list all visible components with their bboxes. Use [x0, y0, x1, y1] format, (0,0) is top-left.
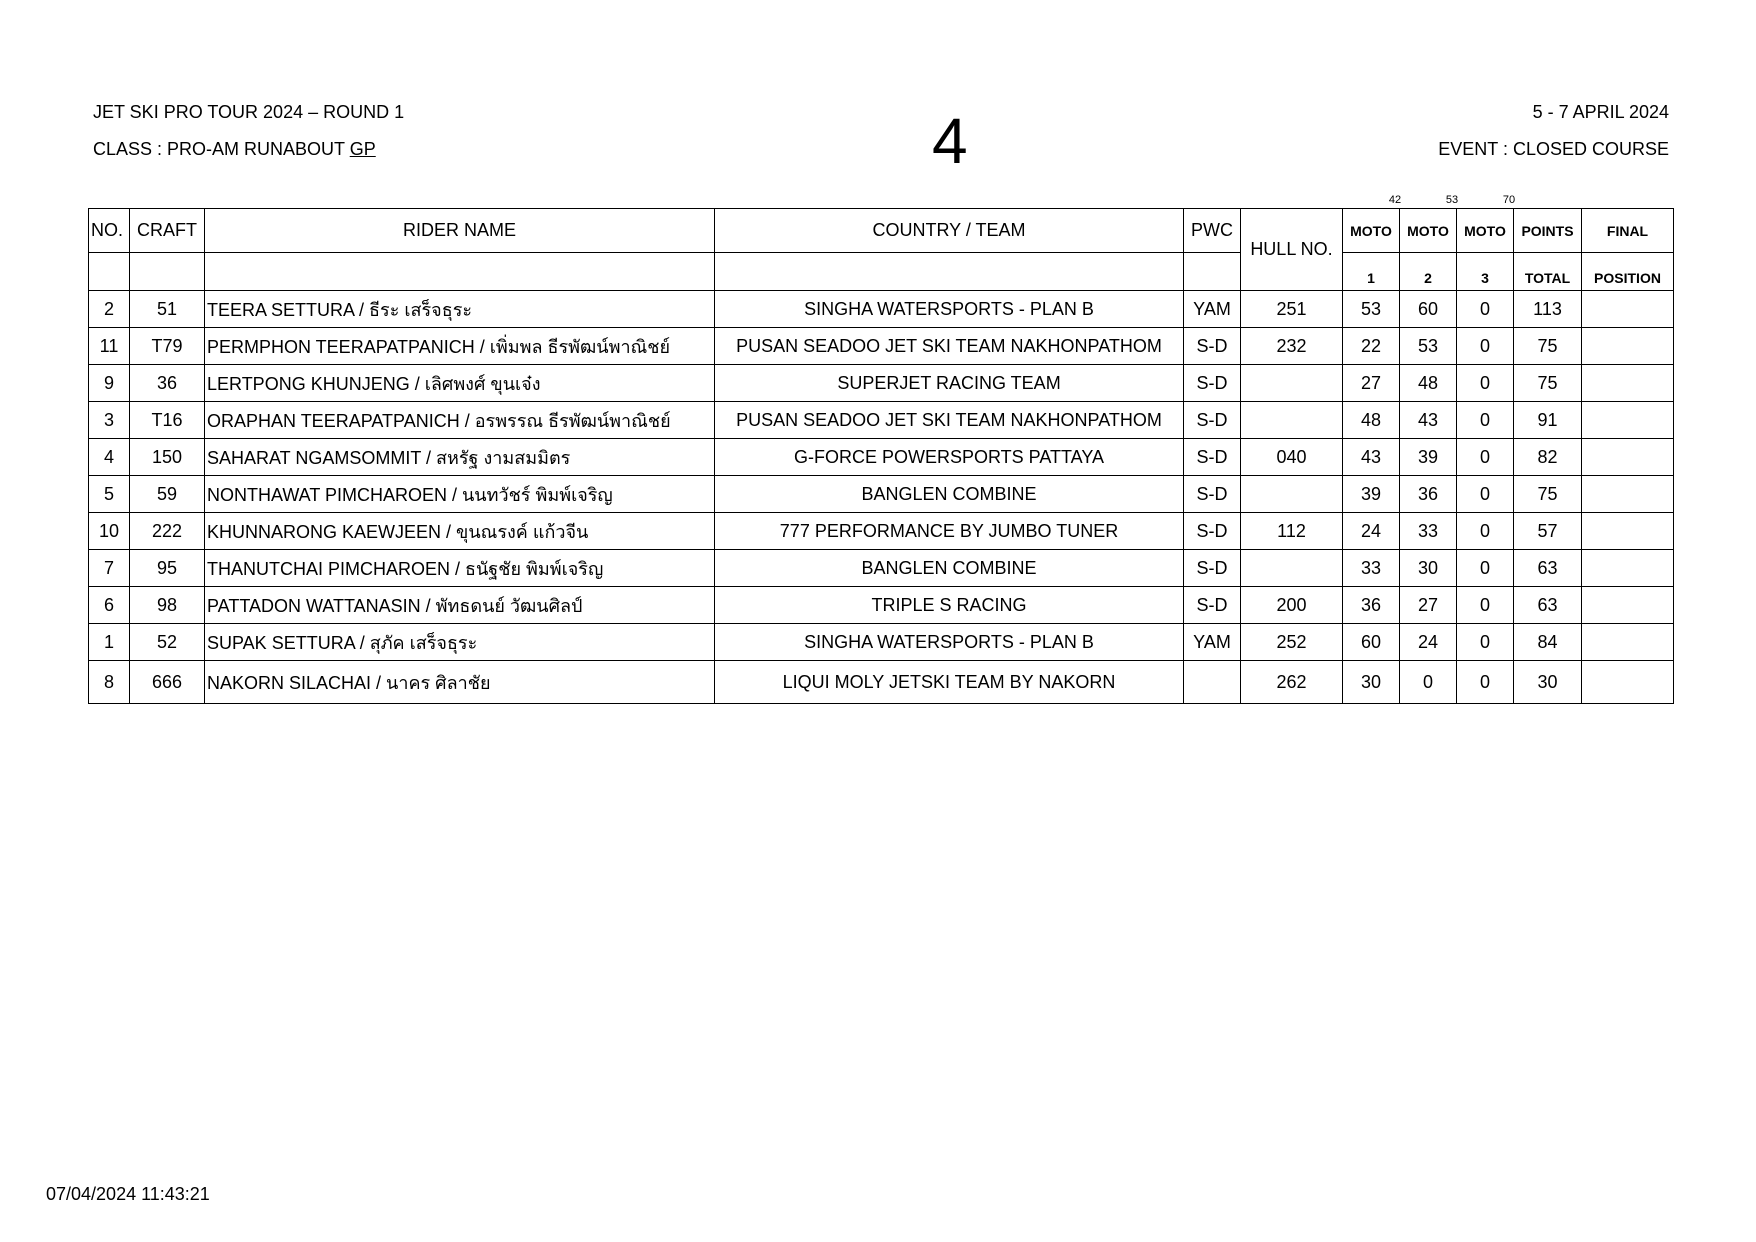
subheader-team [715, 253, 1184, 291]
cell-no: 3 [89, 402, 130, 439]
cell-hull-no: 232 [1241, 328, 1343, 365]
cell-points-total: 30 [1514, 661, 1582, 704]
table-subheader-row [89, 253, 1674, 291]
cell-points-total: 82 [1514, 439, 1582, 476]
cell-pwc: S-D [1184, 328, 1241, 365]
results-table [88, 208, 1674, 704]
cell-craft: 51 [130, 291, 205, 328]
header-final: FINAL [1582, 209, 1674, 253]
cell-rider-name: KHUNNARONG KAEWJEEN / ขุนณรงค์ แก้วจีน [205, 513, 715, 550]
cell-hull-no: 200 [1241, 587, 1343, 624]
cell-country-team: G-FORCE POWERSPORTS PATTAYA [715, 439, 1184, 476]
cell-rider-name: NAKORN SILACHAI / นาคร ศิลาชัย [205, 661, 715, 704]
cell-points-total: 113 [1514, 291, 1582, 328]
cell-moto-2: 36 [1400, 476, 1457, 513]
header-moto-2: MOTO [1400, 209, 1457, 253]
cell-craft: T16 [130, 402, 205, 439]
header-moto-1: MOTO [1343, 209, 1400, 253]
event-date: 5 - 7 APRIL 2024 [1532, 102, 1669, 122]
cell-hull-no [1241, 402, 1343, 439]
header-country-team: COUNTRY / TEAM [715, 209, 1184, 253]
moto-2-note: 53 [1445, 194, 1459, 206]
header-hull-no: HULL NO. [1241, 209, 1343, 291]
cell-moto-2: 48 [1400, 365, 1457, 402]
cell-moto-1: 33 [1343, 550, 1400, 587]
cell-rider-name: PERMPHON TEERAPATPANICH / เพิ่มพล ธีรพัฒน์พาณิชย์ [205, 328, 715, 365]
cell-craft: T79 [130, 328, 205, 365]
cell-rider-name: LERTPONG KHUNJENG / เลิศพงศ์ ขุนเจ๋ง [205, 365, 715, 402]
cell-moto-1: 36 [1343, 587, 1400, 624]
cell-final-position [1582, 661, 1674, 704]
table-row [89, 476, 1674, 513]
cell-moto-3: 0 [1457, 439, 1514, 476]
cell-rider-name: SAHARAT NGAMSOMMIT / สหรัฐ งามสมมิตร [205, 439, 715, 476]
cell-moto-1: 22 [1343, 328, 1400, 365]
table-row [89, 365, 1674, 402]
class-label: CLASS : PRO-AM RUNABOUT [93, 139, 350, 159]
table-row [89, 513, 1674, 550]
header-craft: CRAFT [130, 209, 205, 253]
cell-rider-name: PATTADON WATTANASIN / พัทธดนย์ วัฒนศิลป์ [205, 587, 715, 624]
cell-points-total: 63 [1514, 587, 1582, 624]
cell-moto-2: 39 [1400, 439, 1457, 476]
cell-points-total: 84 [1514, 624, 1582, 661]
cell-no: 9 [89, 365, 130, 402]
class-gp: GP [349, 139, 376, 159]
moto-1-note: 42 [1388, 194, 1402, 206]
cell-no: 4 [89, 439, 130, 476]
cell-hull-no [1241, 476, 1343, 513]
cell-moto-2: 30 [1400, 550, 1457, 587]
cell-moto-3: 0 [1457, 476, 1514, 513]
cell-country-team: SINGHA WATERSPORTS - PLAN B [715, 291, 1184, 328]
cell-no: 2 [89, 291, 130, 328]
cell-moto-2: 0 [1400, 661, 1457, 704]
cell-moto-1: 27 [1343, 365, 1400, 402]
cell-country-team: LIQUI MOLY JETSKI TEAM BY NAKORN [715, 661, 1184, 704]
cell-moto-3: 0 [1457, 402, 1514, 439]
cell-moto-1: 60 [1343, 624, 1400, 661]
cell-no: 7 [89, 550, 130, 587]
moto-3-note: 70 [1502, 194, 1516, 206]
cell-moto-3: 0 [1457, 291, 1514, 328]
subheader-moto-2: 2 [1400, 253, 1457, 291]
cell-hull-no [1241, 550, 1343, 587]
subheader-final-position: POSITION [1582, 253, 1674, 291]
cell-pwc: S-D [1184, 365, 1241, 402]
cell-pwc [1184, 661, 1241, 704]
cell-moto-3: 0 [1457, 550, 1514, 587]
cell-points-total: 57 [1514, 513, 1582, 550]
cell-moto-1: 24 [1343, 513, 1400, 550]
table-row [89, 624, 1674, 661]
cell-country-team: TRIPLE S RACING [715, 587, 1184, 624]
cell-hull-no: 252 [1241, 624, 1343, 661]
header-no: NO. [89, 209, 130, 253]
cell-pwc: S-D [1184, 513, 1241, 550]
cell-moto-2: 24 [1400, 624, 1457, 661]
cell-no: 11 [89, 328, 130, 365]
cell-moto-3: 0 [1457, 661, 1514, 704]
table-row [89, 661, 1674, 704]
table-row [89, 328, 1674, 365]
cell-pwc: YAM [1184, 291, 1241, 328]
table-row [89, 550, 1674, 587]
cell-moto-3: 0 [1457, 328, 1514, 365]
cell-moto-3: 0 [1457, 513, 1514, 550]
cell-hull-no [1241, 365, 1343, 402]
header-moto-3: MOTO [1457, 209, 1514, 253]
results-body [89, 291, 1674, 704]
cell-craft: 98 [130, 587, 205, 624]
subheader-points-total: TOTAL [1514, 253, 1582, 291]
cell-hull-no: 251 [1241, 291, 1343, 328]
event-title: JET SKI PRO TOUR 2024 – ROUND 1 [93, 102, 405, 122]
cell-final-position [1582, 624, 1674, 661]
cell-country-team: 777 PERFORMANCE BY JUMBO TUNER [715, 513, 1184, 550]
cell-final-position [1582, 402, 1674, 439]
cell-rider-name: NONTHAWAT PIMCHAROEN / นนทวัชร์ พิมพ์เจริญ [205, 476, 715, 513]
table-row [89, 587, 1674, 624]
cell-pwc: YAM [1184, 624, 1241, 661]
cell-pwc: S-D [1184, 476, 1241, 513]
cell-hull-no: 262 [1241, 661, 1343, 704]
cell-craft: 36 [130, 365, 205, 402]
cell-no: 10 [89, 513, 130, 550]
subheader-rider [205, 253, 715, 291]
cell-no: 6 [89, 587, 130, 624]
cell-moto-1: 43 [1343, 439, 1400, 476]
subheader-moto-3: 3 [1457, 253, 1514, 291]
cell-moto-2: 60 [1400, 291, 1457, 328]
cell-moto-3: 0 [1457, 587, 1514, 624]
cell-final-position [1582, 587, 1674, 624]
cell-points-total: 91 [1514, 402, 1582, 439]
event-type: EVENT : CLOSED COURSE [1438, 139, 1669, 159]
cell-points-total: 75 [1514, 328, 1582, 365]
cell-moto-1: 39 [1343, 476, 1400, 513]
cell-no: 8 [89, 661, 130, 704]
cell-moto-1: 53 [1343, 291, 1400, 328]
cell-points-total: 75 [1514, 476, 1582, 513]
cell-pwc: S-D [1184, 439, 1241, 476]
subheader-moto-1: 1 [1343, 253, 1400, 291]
cell-hull-no: 040 [1241, 439, 1343, 476]
page-number: 4 [932, 105, 968, 177]
header-points: POINTS [1514, 209, 1582, 253]
cell-final-position [1582, 513, 1674, 550]
cell-moto-3: 0 [1457, 365, 1514, 402]
cell-no: 1 [89, 624, 130, 661]
cell-pwc: S-D [1184, 550, 1241, 587]
cell-hull-no: 112 [1241, 513, 1343, 550]
class-line [93, 139, 376, 159]
cell-craft: 222 [130, 513, 205, 550]
cell-moto-3: 0 [1457, 624, 1514, 661]
cell-final-position [1582, 291, 1674, 328]
cell-pwc: S-D [1184, 402, 1241, 439]
cell-final-position [1582, 328, 1674, 365]
cell-rider-name: THANUTCHAI PIMCHAROEN / ธนัฐชัย พิมพ์เจริญ [205, 550, 715, 587]
subheader-pwc [1184, 253, 1241, 291]
cell-final-position [1582, 476, 1674, 513]
cell-rider-name: TEERA SETTURA / ธีระ เสร็จธุระ [205, 291, 715, 328]
cell-final-position [1582, 439, 1674, 476]
table-row [89, 402, 1674, 439]
cell-points-total: 63 [1514, 550, 1582, 587]
header-rider-name: RIDER NAME [205, 209, 715, 253]
cell-country-team: SUPERJET RACING TEAM [715, 365, 1184, 402]
cell-moto-1: 30 [1343, 661, 1400, 704]
table-header-row [89, 209, 1674, 253]
cell-rider-name: ORAPHAN TEERAPATPANICH / อรพรรณ ธีรพัฒน์พาณิชย์ [205, 402, 715, 439]
cell-no: 5 [89, 476, 130, 513]
cell-craft: 666 [130, 661, 205, 704]
cell-country-team: PUSAN SEADOO JET SKI TEAM NAKHONPATHOM [715, 328, 1184, 365]
cell-craft: 150 [130, 439, 205, 476]
cell-moto-2: 43 [1400, 402, 1457, 439]
cell-country-team: PUSAN SEADOO JET SKI TEAM NAKHONPATHOM [715, 402, 1184, 439]
cell-rider-name: SUPAK SETTURA / สุภัค เสร็จธุระ [205, 624, 715, 661]
cell-country-team: SINGHA WATERSPORTS - PLAN B [715, 624, 1184, 661]
cell-craft: 59 [130, 476, 205, 513]
cell-final-position [1582, 550, 1674, 587]
table-row [89, 291, 1674, 328]
cell-moto-2: 33 [1400, 513, 1457, 550]
cell-points-total: 75 [1514, 365, 1582, 402]
subheader-craft [130, 253, 205, 291]
cell-moto-2: 27 [1400, 587, 1457, 624]
cell-final-position [1582, 365, 1674, 402]
cell-craft: 52 [130, 624, 205, 661]
cell-moto-1: 48 [1343, 402, 1400, 439]
table-row [89, 439, 1674, 476]
cell-pwc: S-D [1184, 587, 1241, 624]
cell-moto-2: 53 [1400, 328, 1457, 365]
cell-country-team: BANGLEN COMBINE [715, 550, 1184, 587]
cell-country-team: BANGLEN COMBINE [715, 476, 1184, 513]
header-pwc: PWC [1184, 209, 1241, 253]
footer-timestamp: 07/04/2024 11:43:21 [46, 1184, 210, 1204]
cell-craft: 95 [130, 550, 205, 587]
subheader-no [89, 253, 130, 291]
